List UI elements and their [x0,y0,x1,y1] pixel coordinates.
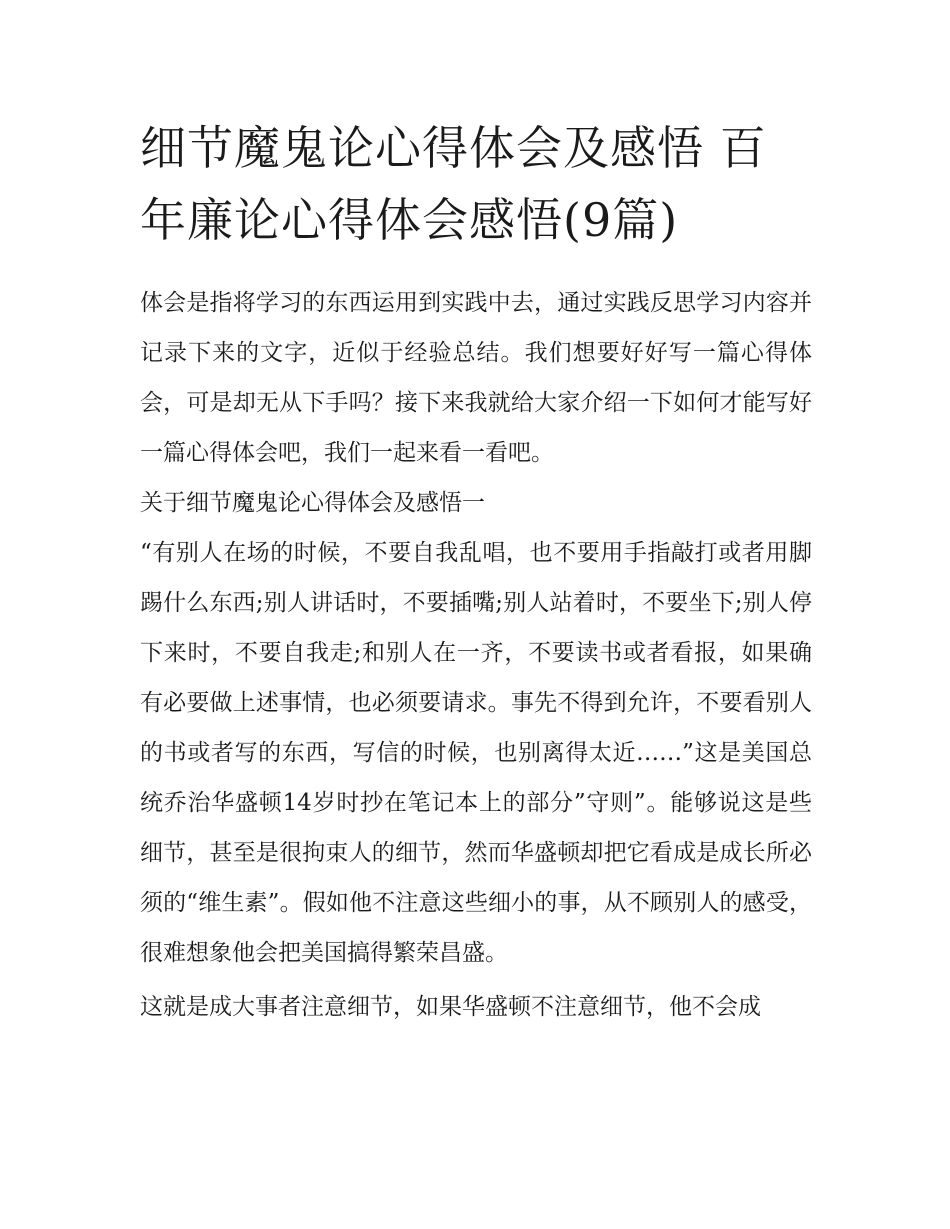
body-paragraph-2: 这就是成大事者注意细节，如果华盛顿不注意细节，他不会成 [140,994,761,1020]
body-paragraph-1: “有别人在场的时候，不要自我乱唱，也不要用手指敲打或者用脚踢什么东西;别人讲话时，不要插嘴;别人站着时，不要坐下;别人停下来时，不要自我走;和别人在一齐，不要读书或者看报，如果确有必要做上述事情，也必须要请求。事先不得到允许，不要看别人的书或者写的东西，写信的时候，也别离得太近……”这是美国总统乔治华盛顿14岁时抄在笔记本上的部分”守则”。能够说这是些细节，甚至是很拘束人的细节，然而华盛顿却把它看成是成长所必须的“维生素”。假如他不注意这些细小的事，从不顾别人的感受，很难想象他会把美国搞得繁荣昌盛。 [140,540,812,966]
intro-paragraph: 体会是指将学习的东西运用到实践中去，通过实践反思学习内容并记录下来的文字，近似于经验总结。我们想要好好写一篇心得体会，可是却无从下手吗？接下来我就给大家介绍一下如何才能写好一篇心得体会吧，我们一起来看一看吧。 [140,290,812,466]
document-title: 细节魔鬼论心得体会及感悟 百年廉论心得体会感悟(9篇) [140,121,767,247]
document-page [140,112,812,1032]
section-heading: 关于细节魔鬼论心得体会及感悟一 [140,490,485,516]
